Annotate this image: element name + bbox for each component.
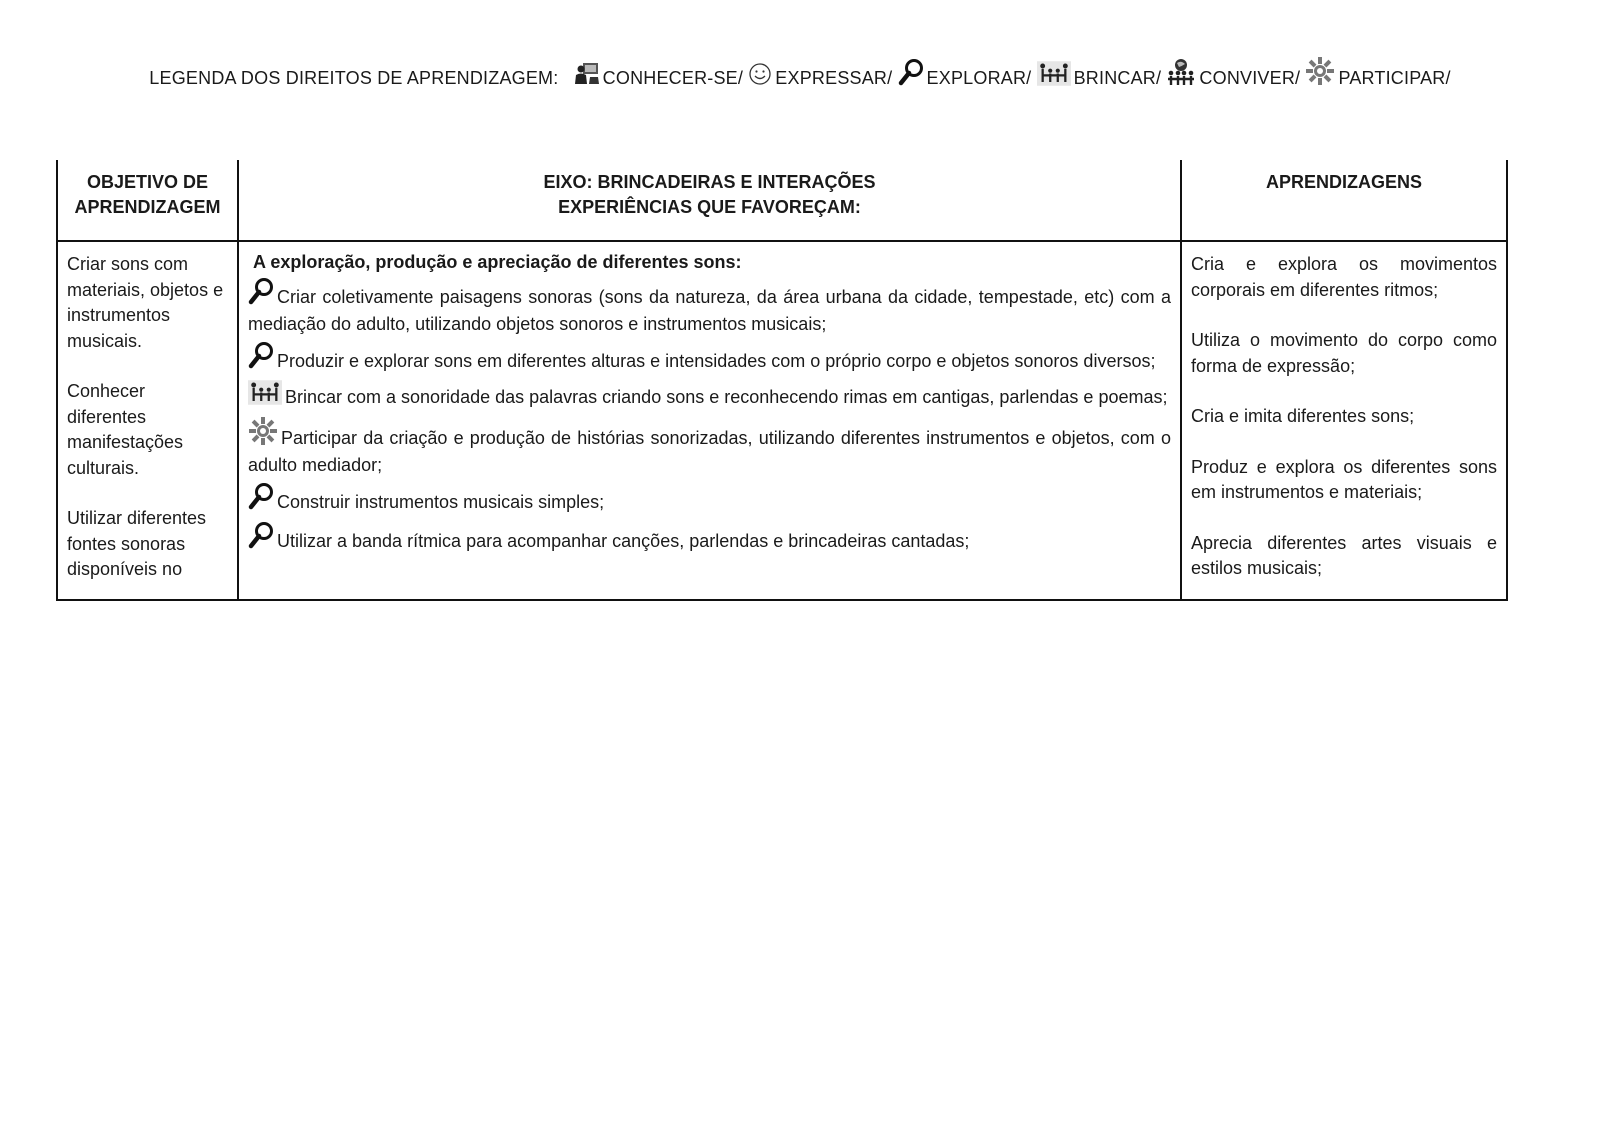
- legend-item-expressar: [748, 62, 892, 89]
- legend-title: LEGENDA DOS DIREITOS DE APRENDIZAGEM:: [149, 68, 559, 88]
- experience-item: Produzir e explorar sons em diferentes alturas e intensidades com o próprio corpo e objetos sonoros diversos;: [248, 341, 1171, 376]
- legend-label: EXPLORAR/: [926, 68, 1032, 88]
- legend-item-explorar: [898, 58, 1032, 89]
- legend-item-conhecer: [574, 60, 743, 89]
- objective-item: Conhecer diferentes manifestações culturais.: [67, 381, 184, 478]
- children-playing-icon: [248, 380, 282, 412]
- learning-item: Cria e explora os movimentos corporais em diferentes ritmos;: [1191, 254, 1497, 300]
- header-axis-subtitle: EXPERIÊNCIAS QUE FAVOREÇAM:: [558, 197, 861, 217]
- globe-people-icon: [1166, 58, 1196, 89]
- table-row: [57, 241, 1507, 600]
- legend-label: CONHECER-SE/: [602, 68, 744, 88]
- experience-item: Utilizar a banda rítmica para acompanhar canções, parlendas e brincadeiras cantadas;: [248, 521, 1171, 556]
- learning-plan-table: [56, 160, 1508, 601]
- magnifier-icon: [248, 482, 274, 517]
- objective-item: Utilizar diferentes fontes sonoras disponíveis no: [67, 508, 207, 579]
- legend-label: PARTICIPAR/: [1338, 68, 1451, 88]
- gear-people-icon: [1305, 56, 1335, 89]
- legend-label: EXPRESSAR/: [775, 68, 893, 88]
- header-objective: OBJETIVO DE APRENDIZAGEM: [57, 160, 238, 241]
- experience-item: Construir instrumentos musicais simples;: [248, 482, 1171, 517]
- smiley-icon: [748, 62, 772, 89]
- legend-label: CONVIVER/: [1199, 68, 1301, 88]
- experiences-cell: [238, 241, 1181, 600]
- learning-item: Aprecia diferentes artes visuais e estilos musicais;: [1191, 532, 1497, 578]
- legend-item-brincar: [1037, 61, 1162, 89]
- objectives-cell: [57, 241, 238, 600]
- magnifier-icon: [248, 341, 274, 376]
- learning-item: Utiliza o movimento do corpo como forma de expressão;: [1191, 330, 1497, 376]
- magnifier-icon: [248, 521, 274, 556]
- objective-item: Criar sons com materiais, objetos e instrumentos musicais.: [67, 254, 224, 351]
- rights-legend: [0, 56, 1600, 89]
- legend-label: BRINCAR/: [1073, 68, 1162, 88]
- gear-people-icon: [248, 416, 278, 453]
- legend-item-conviver: [1166, 58, 1300, 89]
- experience-item: Brincar com a sonoridade das palavras criando sons e reconhecendo rimas em cantigas, parlendas e poemas;: [248, 380, 1171, 412]
- header-axis-title: EIXO: BRINCADEIRAS E INTERAÇÕES: [543, 172, 876, 192]
- learning-item: Produz e explora os diferentes sons em instrumentos e materiais;: [1191, 456, 1497, 502]
- children-playing-icon: [1037, 61, 1071, 89]
- header-learnings: APRENDIZAGENS: [1181, 160, 1507, 241]
- learning-item: Cria e imita diferentes sons;: [1191, 406, 1415, 426]
- magnifier-icon: [248, 277, 274, 312]
- experiences-heading: A exploração, produção e apreciação de diferentes sons:: [253, 252, 742, 272]
- experience-item: Participar da criação e produção de histórias sonorizadas, utilizando diferentes instrumentos e objetos, com o adulto mediador;: [248, 416, 1171, 478]
- magnifier-icon: [898, 58, 924, 89]
- experience-item: Criar coletivamente paisagens sonoras (sons da natureza, da área urbana da cidade, tempestade, etc) com a mediação do adulto, utilizando objetos sonoros e instrumentos musicais;: [248, 277, 1171, 337]
- learnings-cell: [1181, 241, 1507, 600]
- legend-item-participar: [1305, 56, 1450, 89]
- table-header-row: [57, 160, 1507, 241]
- header-axis: [238, 160, 1181, 241]
- person-board-icon: [574, 60, 600, 89]
